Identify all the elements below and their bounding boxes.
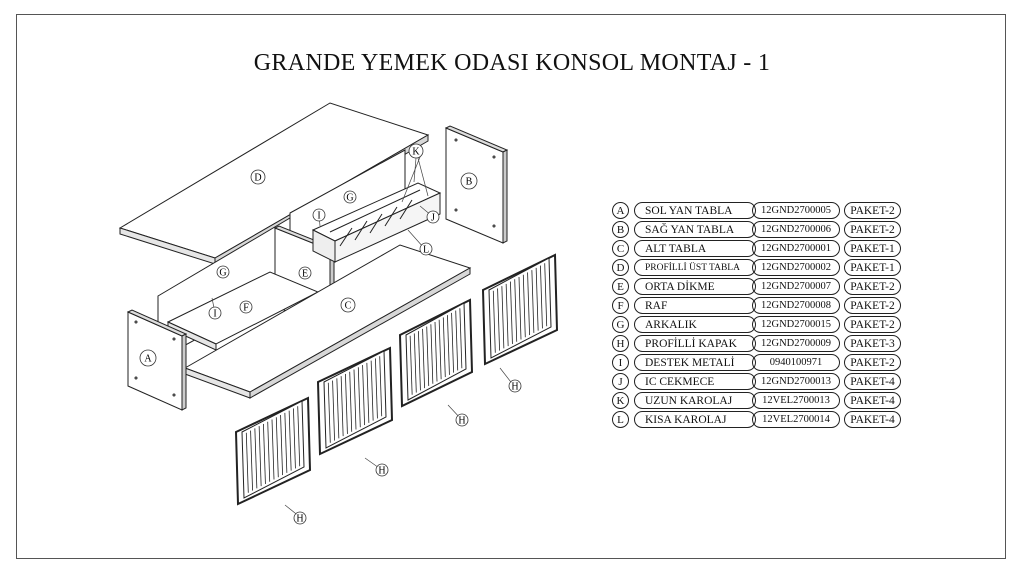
- part-name: SAĞ YAN TABLA: [634, 221, 756, 238]
- callout-letter: D: [254, 172, 262, 184]
- part-code: 12VEL2700014: [752, 411, 840, 428]
- door-panel: [318, 348, 392, 454]
- callout-b: [461, 173, 477, 189]
- callout-f: [240, 301, 252, 314]
- callout-j: [427, 211, 439, 224]
- callout-letter: G: [346, 192, 354, 204]
- callout-letter: C: [344, 300, 352, 312]
- part-package: PAKET-1: [844, 259, 901, 276]
- part-code: 12GND2700008: [752, 297, 840, 314]
- callout-letter: H: [511, 381, 519, 393]
- part-code: 12GND2700005: [752, 202, 840, 219]
- part-letter: K: [612, 392, 629, 409]
- part-name: PROFİLLİ KAPAK: [634, 335, 756, 352]
- part-letter: I: [612, 354, 629, 371]
- callout-c: [341, 298, 355, 312]
- part-package: PAKET-2: [844, 221, 901, 238]
- part-code: 0940100971: [752, 354, 840, 371]
- part-letter: H: [612, 335, 629, 352]
- callout-letter: H: [458, 415, 466, 427]
- part-name: SOL YAN TABLA: [634, 202, 756, 219]
- callout-letter: J: [431, 212, 435, 224]
- callout-h: [456, 414, 468, 427]
- callout-letter: F: [243, 302, 249, 314]
- part-name: DESTEK METALİ: [634, 354, 756, 371]
- part-name: IC CEKMECE: [634, 373, 756, 390]
- part-package: PAKET-2: [844, 202, 901, 219]
- part-package: PAKET-4: [844, 411, 901, 428]
- door-panel: [236, 398, 310, 504]
- door-panel: [483, 255, 557, 364]
- callout-h: [376, 464, 388, 477]
- part-code: 12GND2700006: [752, 221, 840, 238]
- part-package: PAKET-2: [844, 278, 901, 295]
- callout-letter: E: [301, 268, 309, 280]
- part-code: 12GND2700015: [752, 316, 840, 333]
- callout-l: [420, 243, 432, 256]
- callout-letter: L: [422, 244, 430, 256]
- callout-i: [313, 209, 325, 222]
- callout-letter: I: [213, 308, 217, 320]
- callout-letter: G: [219, 267, 227, 279]
- part-letter: F: [612, 297, 629, 314]
- callout-h: [509, 380, 521, 393]
- part-package: PAKET-1: [844, 240, 901, 257]
- callout-e: [299, 267, 311, 280]
- part-letter: G: [612, 316, 629, 333]
- part-letter: L: [612, 411, 629, 428]
- callout-letter: A: [144, 353, 152, 365]
- part-package: PAKET-2: [844, 316, 901, 333]
- callout-letter: B: [465, 176, 473, 188]
- callout-letter: H: [378, 465, 386, 477]
- part-name: ARKALIK: [634, 316, 756, 333]
- part-code: 12GND2700007: [752, 278, 840, 295]
- door-panel: [400, 300, 472, 406]
- part-letter: D: [612, 259, 629, 276]
- callout-g: [217, 266, 229, 279]
- callout-letter: I: [317, 210, 321, 222]
- part-package: PAKET-2: [844, 354, 901, 371]
- part-letter: A: [612, 202, 629, 219]
- part-letter: C: [612, 240, 629, 257]
- part-package: PAKET-4: [844, 373, 901, 390]
- part-name: PROFİLLİ ÜST TABLA: [634, 259, 756, 276]
- callout-d: [251, 170, 265, 184]
- part-code: 12GND2700013: [752, 373, 840, 390]
- callout-a: [140, 350, 156, 366]
- part-code: 12GND2700009: [752, 335, 840, 352]
- part-code: 12GND2700002: [752, 259, 840, 276]
- part-name: UZUN KAROLAJ: [634, 392, 756, 409]
- callout-letter: K: [412, 146, 420, 158]
- part-package: PAKET-3: [844, 335, 901, 352]
- part-code: 12GND2700001: [752, 240, 840, 257]
- part-letter: E: [612, 278, 629, 295]
- callout-g: [344, 191, 356, 204]
- part-code: 12VEL2700013: [752, 392, 840, 409]
- callout-letter: H: [296, 513, 304, 525]
- part-name: KISA KAROLAJ: [634, 411, 756, 428]
- part-letter: B: [612, 221, 629, 238]
- part-package: PAKET-4: [844, 392, 901, 409]
- callout-h: [294, 512, 306, 525]
- callout-k: [409, 144, 423, 158]
- part-name: ORTA DİKME: [634, 278, 756, 295]
- part-name: RAF: [634, 297, 756, 314]
- part-letter: J: [612, 373, 629, 390]
- part-name: ALT TABLA: [634, 240, 756, 257]
- part-package: PAKET-2: [844, 297, 901, 314]
- callout-i: [209, 307, 221, 320]
- page-title: GRANDE YEMEK ODASI KONSOL MONTAJ - 1: [253, 50, 771, 76]
